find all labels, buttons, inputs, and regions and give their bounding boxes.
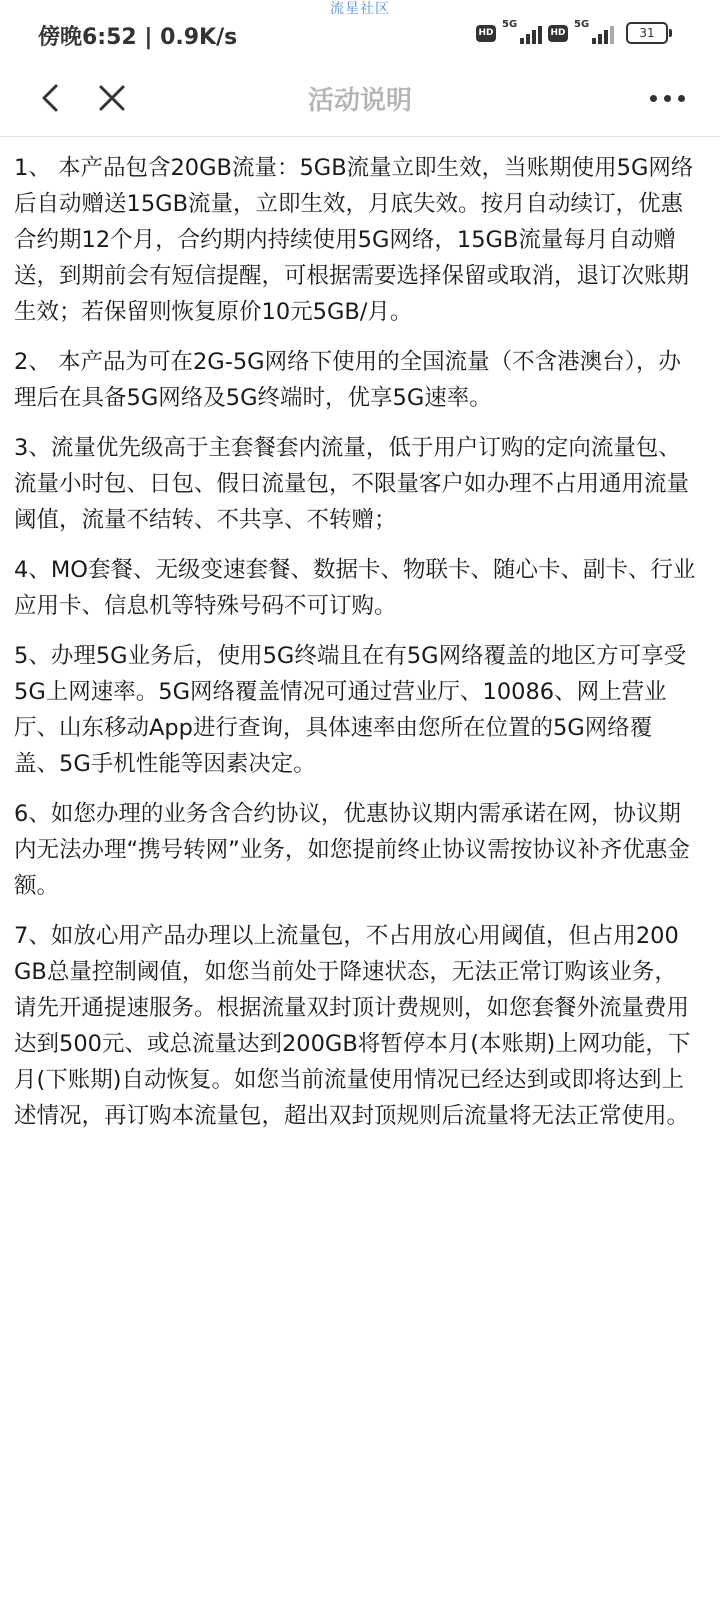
hd-icon: HD bbox=[548, 25, 568, 42]
status-time: 傍晚6:52 | 0.9K/s bbox=[38, 25, 238, 50]
signal-sim2-icon bbox=[574, 19, 614, 44]
more-dots-icon bbox=[650, 95, 657, 102]
hd-icon: HD bbox=[476, 25, 496, 42]
watermark: 流星社区 bbox=[330, 1, 390, 17]
network-type-label: 5G bbox=[502, 19, 518, 30]
paragraph-1: 1、 本产品包含20GB流量：5GB流量立即生效，当账期使用5G网络后自动赠送15GB流量，立即生效，月底失效。按月自动续订，优惠合约期12个月，合约期内持续使用5G网络，15GB流量每月自动赠送，到期前会有短信提醒，可根据需要选择保留或取消，退订次账期生效；若保留则恢复原价10元5GB/月。 bbox=[14, 155, 694, 325]
battery-icon: 31 bbox=[626, 22, 668, 44]
paragraph-7: 7、如放心用产品办理以上流量包，不占用放心用阈值，但占用200GB总量控制阈值，如您当前处于降速状态，无法正常订购该业务，请先开通提速服务。根据流量双封顶计费规则，如您套餐外流量费用达到500元、或总流量达到200GB将暂停本月(本账期)上网功能，下月(下账期)自动恢复。如您当前流量使用情况已经达到或即将达到上述情况，再订购本流量包，超出双封顶规则后流量将无法正常使用。 bbox=[14, 923, 691, 1129]
signal-sim1-icon bbox=[502, 19, 542, 44]
paragraph-4: 4、MO套餐、无级变速套餐、数据卡、物联卡、随心卡、副卡、行业应用卡、信息机等特殊号码不可订购。 bbox=[14, 557, 696, 619]
paragraph-6: 6、如您办理的业务含合约协议，优惠协议期内需承诺在网，协议期内无法办理“携号转网”业务，如您提前终止协议需按协议补齐优惠金额。 bbox=[14, 801, 690, 899]
more-button[interactable] bbox=[642, 78, 692, 118]
paragraph-3: 3、流量优先级高于主套餐套内流量，低于用户订购的定向流量包、流量小时包、日包、假日流量包，不限量客户如办理不占用通用流量阈值，流量不结转、不共享、不转赠； bbox=[14, 435, 690, 533]
network-type-label: 5G bbox=[574, 19, 590, 30]
paragraph-2: 2、 本产品为可在2G-5G网络下使用的全国流量（不含港澳台），办理后在具备5G网络及5G终端时，优享5G速率。 bbox=[14, 349, 681, 411]
activity-description bbox=[14, 150, 696, 1148]
paragraph-5: 5、办理5G业务后，使用5G终端且在有5G网络覆盖的地区方可享受5G上网速率。5G网络覆盖情况可通过营业厅、10086、网上营业厅、山东移动App进行查询，具体速率由您所在位置的5G网络覆盖、5G手机性能等因素决定。 bbox=[14, 643, 687, 777]
close-button[interactable] bbox=[92, 78, 132, 118]
chevron-left-icon bbox=[32, 78, 72, 118]
page-title: 活动说明 bbox=[307, 86, 412, 116]
status-icons bbox=[476, 19, 668, 44]
more-dots-icon bbox=[678, 95, 685, 102]
more-dots-icon bbox=[664, 95, 671, 102]
close-icon bbox=[92, 78, 132, 118]
back-button[interactable] bbox=[32, 78, 72, 118]
status-bar bbox=[0, 0, 720, 62]
nav-bar bbox=[0, 62, 720, 137]
